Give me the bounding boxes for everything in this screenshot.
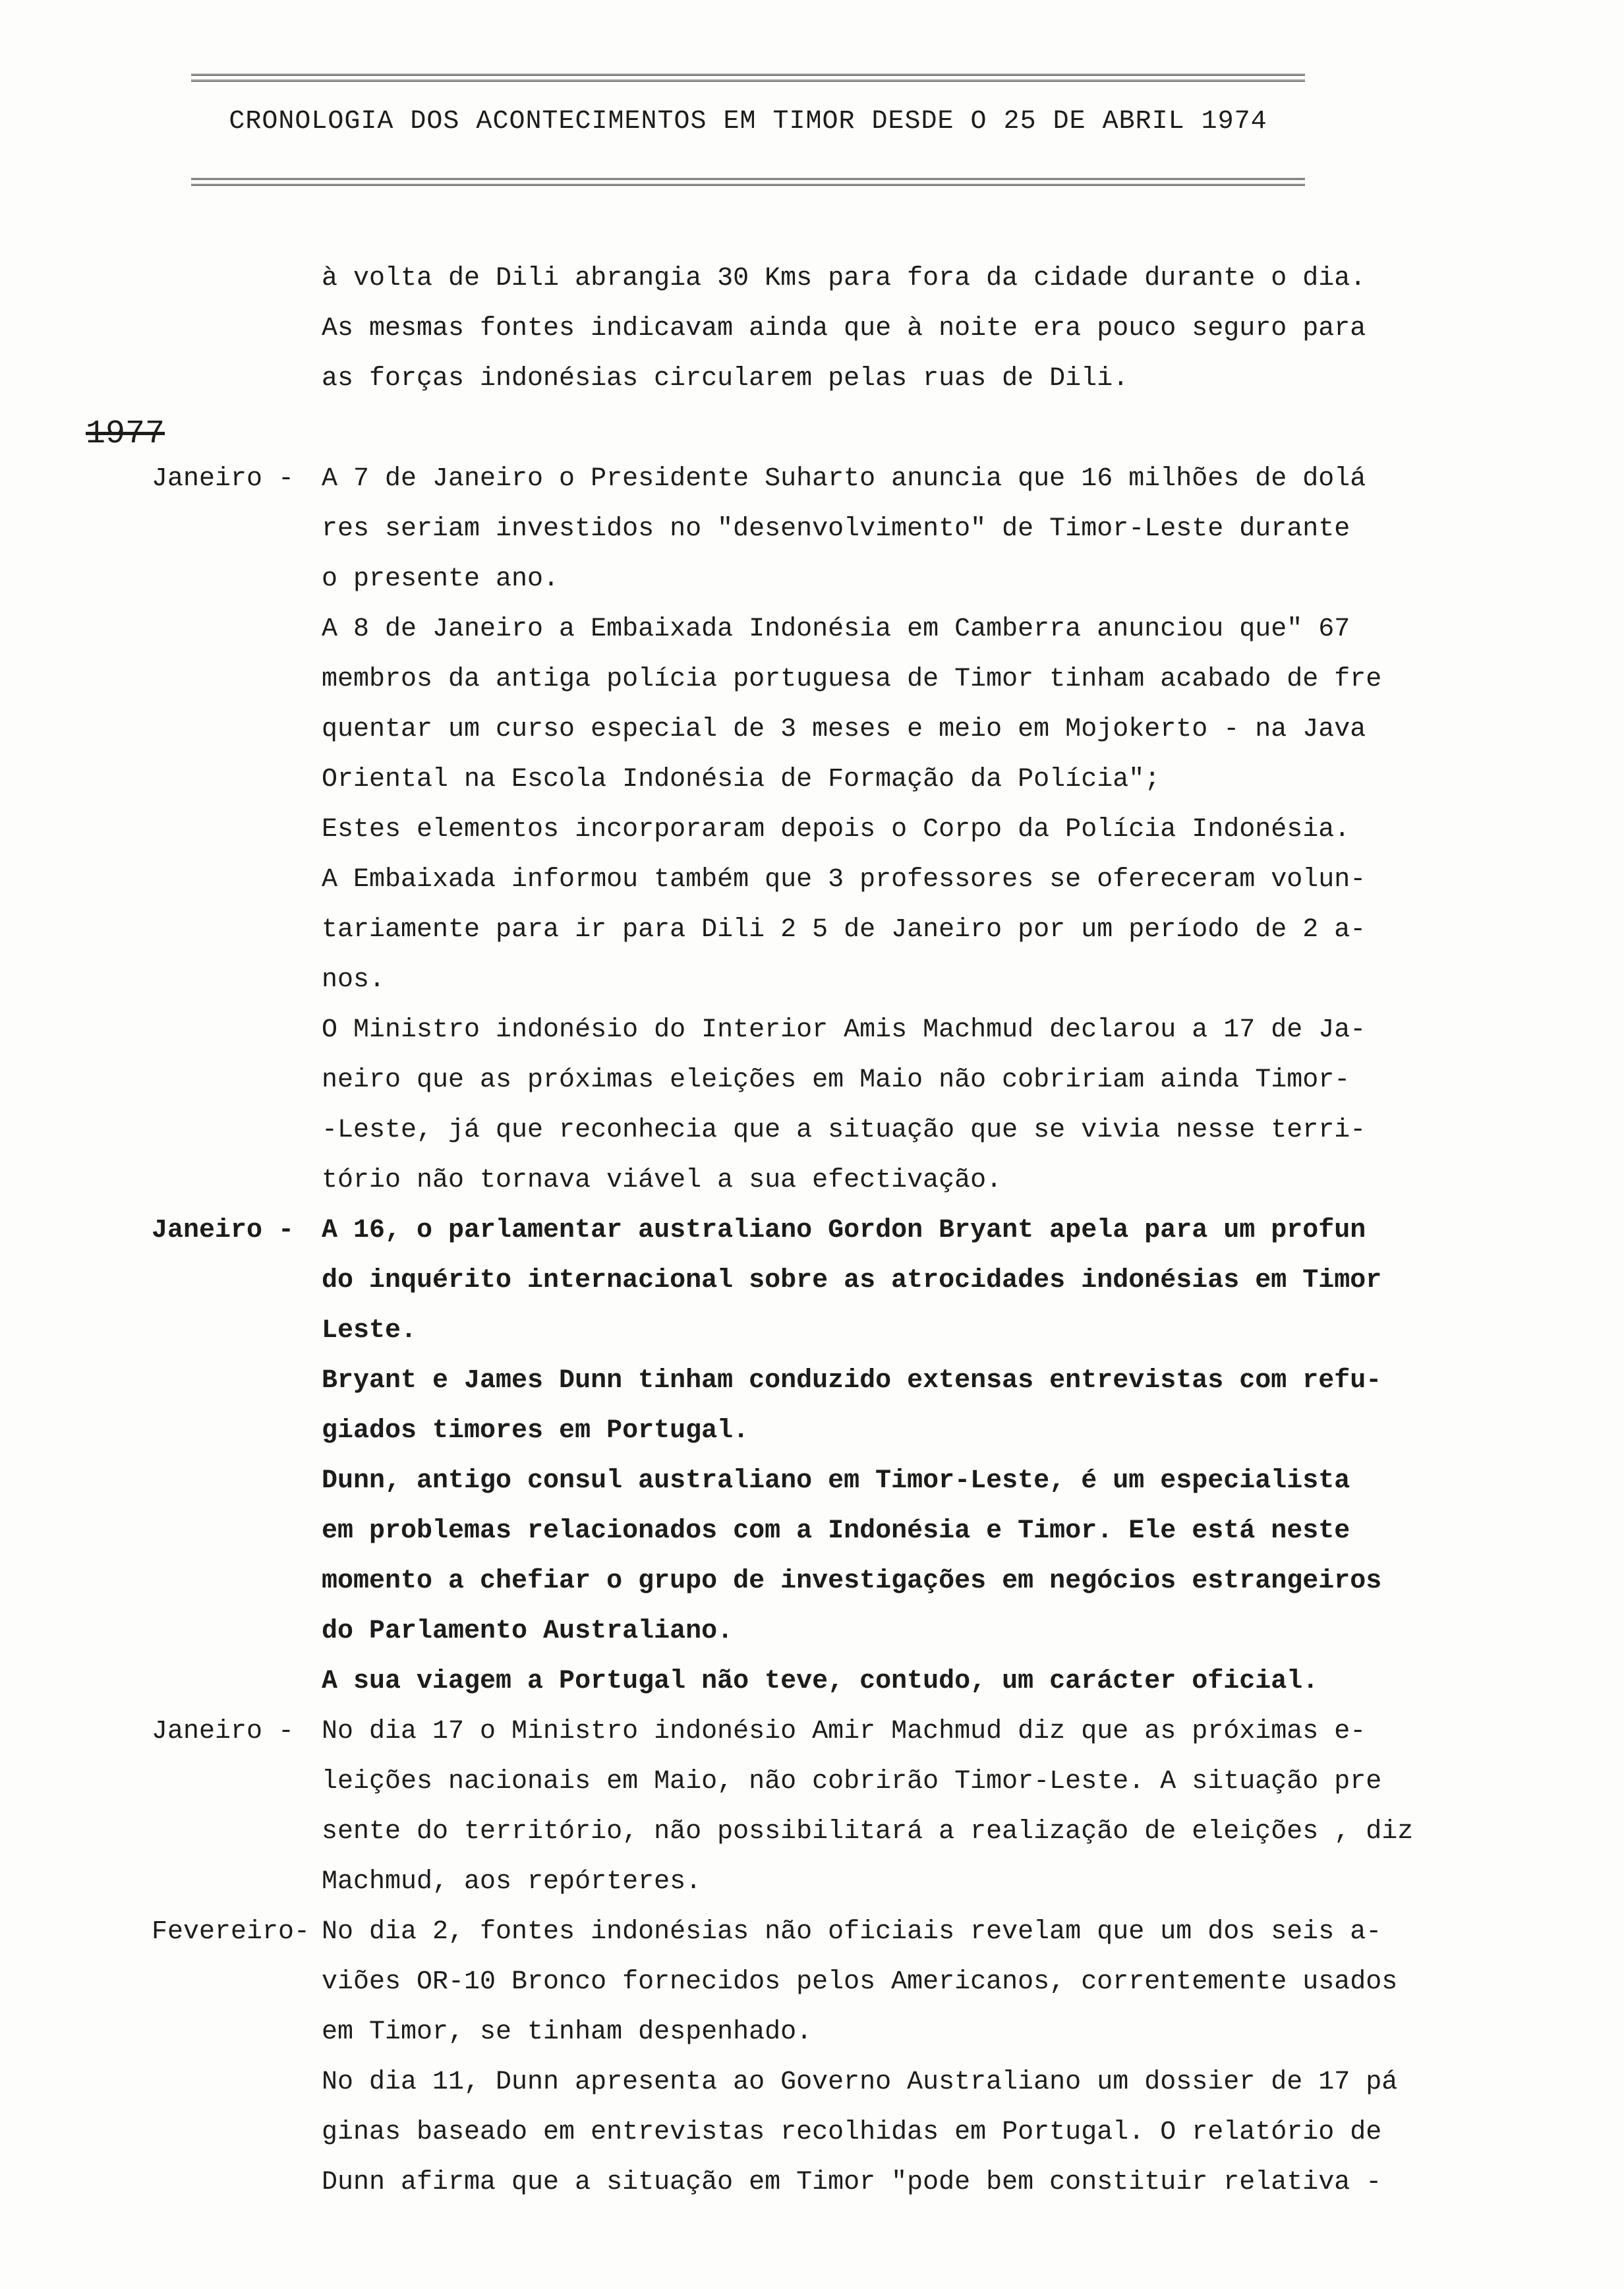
- entry-text: [322, 1707, 1496, 1907]
- chronology-entries: [152, 454, 1496, 2208]
- text-line: giados timores em Portugal.: [322, 1416, 749, 1446]
- text-line: A 16, o parlamentar australiano Gordon Bryant apela para um profun: [322, 1216, 1366, 1245]
- text-line: No dia 17 o Ministro indonésio Amir Machmud diz que as próximas e-: [322, 1717, 1366, 1746]
- text-line: neiro que as próximas eleições em Maio não cobririam ainda Timor-: [322, 1065, 1350, 1095]
- entry-text: [322, 454, 1496, 1206]
- text-line: Machmud, aos repórteres.: [322, 1867, 702, 1897]
- document-body: [152, 254, 1496, 2208]
- entry-text: [322, 1206, 1496, 1707]
- text-line: ginas baseado em entrevistas recolhidas em Portugal. O relatório de: [322, 2118, 1382, 2147]
- text-line: o presente ano.: [322, 564, 560, 594]
- intro-paragraph: [322, 254, 1496, 404]
- text-line: Dunn afirma que a situação em Timor "pode bem constituir relativa -: [322, 2168, 1382, 2197]
- text-line: Estes elementos incorporaram depois o Corpo da Polícia Indonésia.: [322, 815, 1350, 845]
- text-line: em Timor, se tinham despenhado.: [322, 2017, 813, 2047]
- text-line: as forças indonésias circularem pelas ruas de Dili.: [322, 364, 1129, 394]
- text-line: em problemas relacionados com a Indonésia e Timor. Ele está neste: [322, 1516, 1350, 1546]
- text-line: do inquérito internacional sobre as atrocidades indonésias em Timor: [322, 1266, 1382, 1295]
- text-line: A Embaixada informou também que 3 professores se ofereceram volun-: [322, 865, 1366, 895]
- chronology-entry: [152, 1907, 1496, 2208]
- text-line: leições nacionais em Maio, não cobrirão Timor-Leste. A situação pre: [322, 1767, 1382, 1797]
- header-rule-top: [191, 74, 1305, 82]
- chronology-entry: [152, 454, 1496, 1206]
- text-line: nos.: [322, 965, 386, 995]
- text-line: A 7 de Janeiro o Presidente Suharto anuncia que 16 milhões de dolá: [322, 464, 1366, 494]
- chronology-entry: [152, 1707, 1496, 1907]
- text-line: No dia 2, fontes indonésias não oficiais revelam que um dos seis a-: [322, 1917, 1382, 1947]
- text-line: No dia 11, Dunn apresenta ao Governo Australiano um dossier de 17 pá: [322, 2067, 1398, 2097]
- header-rule-bottom: [191, 178, 1305, 186]
- text-line: viões OR-10 Bronco fornecidos pelos Americanos, correntemente usados: [322, 1967, 1398, 1997]
- spacer: [152, 404, 1496, 454]
- text-line: momento a chefiar o grupo de investigações em negócios estrangeiros: [322, 1566, 1382, 1596]
- text-line: Dunn, antigo consul australiano em Timor-Leste, é um especialista: [322, 1466, 1350, 1496]
- text-line: -Leste, já que reconhecia que a situação que se vivia nesse terri-: [322, 1115, 1366, 1145]
- text-line: tariamente para ir para Dili 2 5 de Janeiro por um período de 2 a-: [322, 915, 1366, 945]
- text-line: Bryant e James Dunn tinham conduzido extensas entrevistas com refu-: [322, 1366, 1382, 1396]
- text-line: quentar um curso especial de 3 meses e meio em Mojokerto - na Java: [322, 715, 1366, 744]
- entry-text: [322, 1907, 1496, 2208]
- text-line: à volta de Dili abrangia 30 Kms para fora da cidade durante o dia.: [322, 264, 1366, 293]
- text-line: tório não tornava viável a sua efectivação.: [322, 1166, 1002, 1195]
- text-line: A sua viagem a Portugal não teve, contudo, um carácter oficial.: [322, 1667, 1319, 1696]
- entry-date-label: Janeiro -: [152, 1717, 295, 1746]
- text-line: sente do território, não possibilitará a realização de eleições , diz: [322, 1817, 1414, 1847]
- page-title: CRONOLOGIA DOS ACONTECIMENTOS EM TIMOR DESDE O 25 DE ABRIL 1974: [229, 107, 1267, 136]
- text-line: Oriental na Escola Indonésia de Formação da Polícia";: [322, 765, 1161, 794]
- text-line: do Parlamento Australiano.: [322, 1617, 734, 1646]
- text-line: res seriam investidos no "desenvolvimento" de Timor-Leste durante: [322, 514, 1350, 544]
- entry-date-label: Janeiro -: [152, 464, 295, 494]
- text-line: As mesmas fontes indicavam ainda que à noite era pouco seguro para: [322, 314, 1366, 343]
- text-line: O Ministro indonésio do Interior Amis Machmud declarou a 17 de Ja-: [322, 1015, 1366, 1045]
- text-line: Leste.: [322, 1316, 417, 1346]
- text-line: membros da antiga polícia portuguesa de Timor tinham acabado de fre: [322, 665, 1382, 694]
- chronology-entry: [152, 1206, 1496, 1707]
- year-marker: 1977: [86, 415, 165, 453]
- entry-date-label: Janeiro -: [152, 1216, 295, 1245]
- text-line: A 8 de Janeiro a Embaixada Indonésia em Camberra anunciou que" 67: [322, 614, 1350, 644]
- entry-date-label: Fevereiro-: [152, 1917, 310, 1947]
